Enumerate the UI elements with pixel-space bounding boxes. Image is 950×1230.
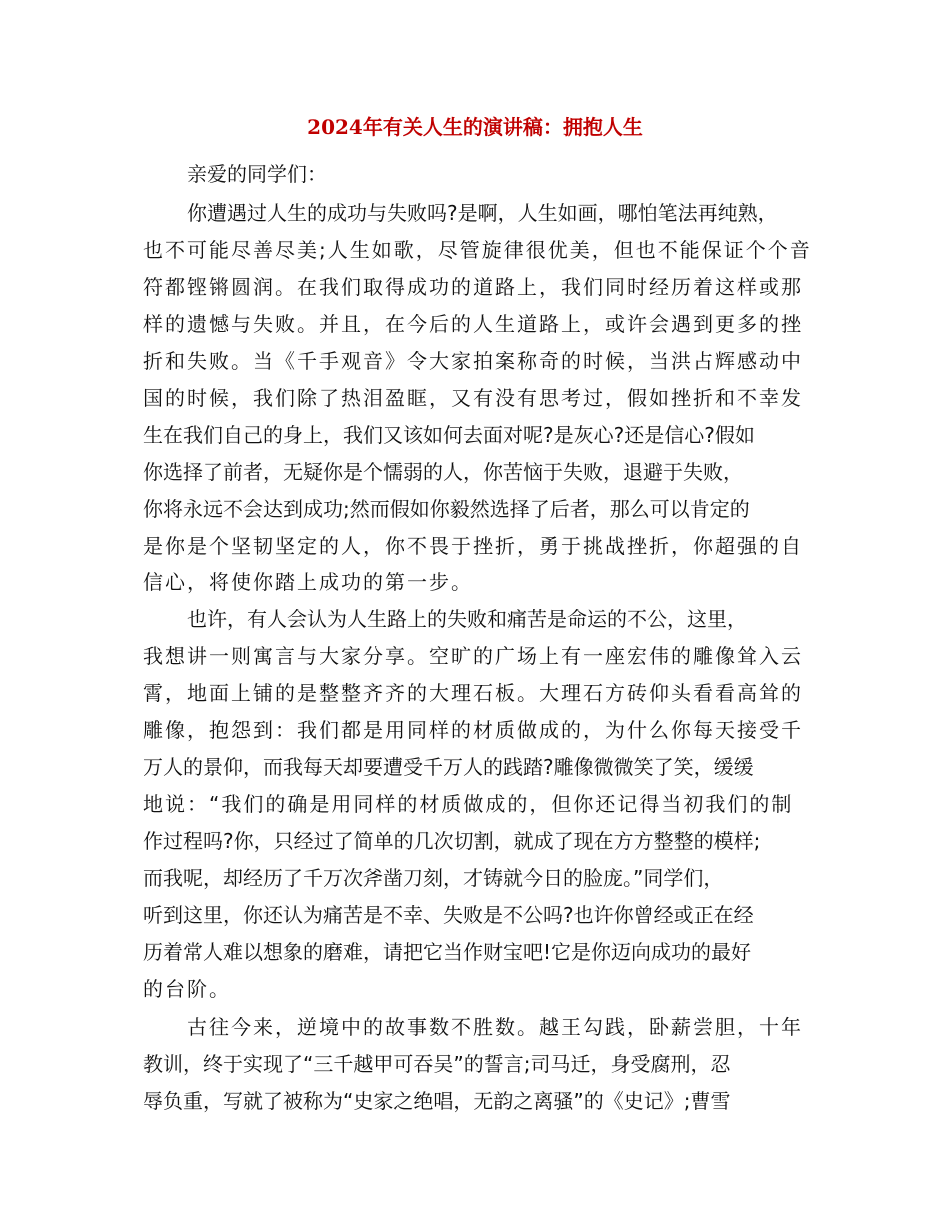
paragraph-line: 你遭遇过人生的成功与失败吗?是啊，人生如画，哪怕笔法再纯熟， [187, 201, 778, 225]
paragraph-line: 我想讲一则寓言与大家分享。空旷的广场上有一座宏伟的雕像耸入云 [143, 644, 803, 668]
document-title: 2024年有关人生的演讲稿：拥抱人生 [307, 115, 643, 139]
paragraph-line: 也不可能尽善尽美;人生如歌，尽管旋律很优美，但也不能保证个个音 [143, 238, 812, 262]
paragraph-line: 古往今来，逆境中的故事数不胜数。越王勾践，卧薪尝胆，十年 [187, 1015, 803, 1039]
paragraph-line: 而我呢，却经历了千万次斧凿刀刻，才铸就今日的脸庞。”同学们， [143, 866, 724, 890]
paragraph-line: 听到这里，你还认为痛苦是不幸、失败是不公吗?也许你曾经或正在经 [143, 903, 754, 927]
paragraph-line: 符都铿锵圆润。在我们取得成功的道路上，我们同时经历着这样或那 [143, 275, 803, 299]
paragraph-line: 信心，将使你踏上成功的第一步。 [143, 570, 473, 594]
paragraph-line: 雕像，抱怨到：我们都是用同样的材质做成的，为什么你每天接受千 [143, 718, 803, 742]
paragraph-line: 教训，终于实现了“三千越甲可吞吴”的誓言;司马迁，身受腐刑，忍 [143, 1052, 731, 1076]
paragraph-line: 国的时候，我们除了热泪盈眶，又有没有思考过，假如挫折和不幸发 [143, 386, 803, 410]
paragraph-line: 地说：“我们的确是用同样的材质做成的，但你还记得当初我们的制 [143, 792, 794, 816]
paragraph-line: 辱负重，写就了被称为“史家之绝唱，无韵之离骚”的《史记》;曹雪 [143, 1089, 731, 1113]
paragraph-line: 生在我们自己的身上，我们又该如何去面对呢?是灰心?还是信心?假如 [143, 423, 755, 447]
paragraph-line: 的台阶。 [143, 977, 231, 1001]
paragraph-line: 历着常人难以想象的磨难，请把它当作财宝吧!它是你迈向成功的最好 [143, 940, 752, 964]
paragraph-line: 你将永远不会达到成功;然而假如你毅然选择了后者，那么可以肯定的 [143, 497, 750, 521]
paragraph-line: 霄，地面上铺的是整整齐齐的大理石板。大理石方砖仰头看看高耸的 [143, 681, 803, 705]
paragraph-line: 样的遗憾与失败。并且，在今后的人生道路上，或许会遇到更多的挫 [143, 312, 803, 336]
paragraph-line: 作过程吗?你，只经过了简单的几次切割，就成了现在方方整整的模样; [143, 829, 761, 853]
paragraph-line: 你选择了前者，无疑你是个懦弱的人，你苦恼于失败，退避于失败， [143, 460, 743, 484]
paragraph-line: 也许，有人会认为人生路上的失败和痛苦是命运的不公，这里， [187, 607, 747, 631]
salutation: 亲爱的同学们： [187, 162, 327, 186]
paragraph-line: 万人的景仰，而我每天却要遭受千万人的践踏?雕像微微笑了笑，缓缓 [143, 755, 754, 779]
paragraph-line: 折和失败。当《千手观音》令大家拍案称奇的时候，当洪占辉感动中 [143, 349, 803, 373]
paragraph-line: 是你是个坚韧坚定的人，你不畏于挫折，勇于挑战挫折，你超强的自 [143, 534, 803, 558]
